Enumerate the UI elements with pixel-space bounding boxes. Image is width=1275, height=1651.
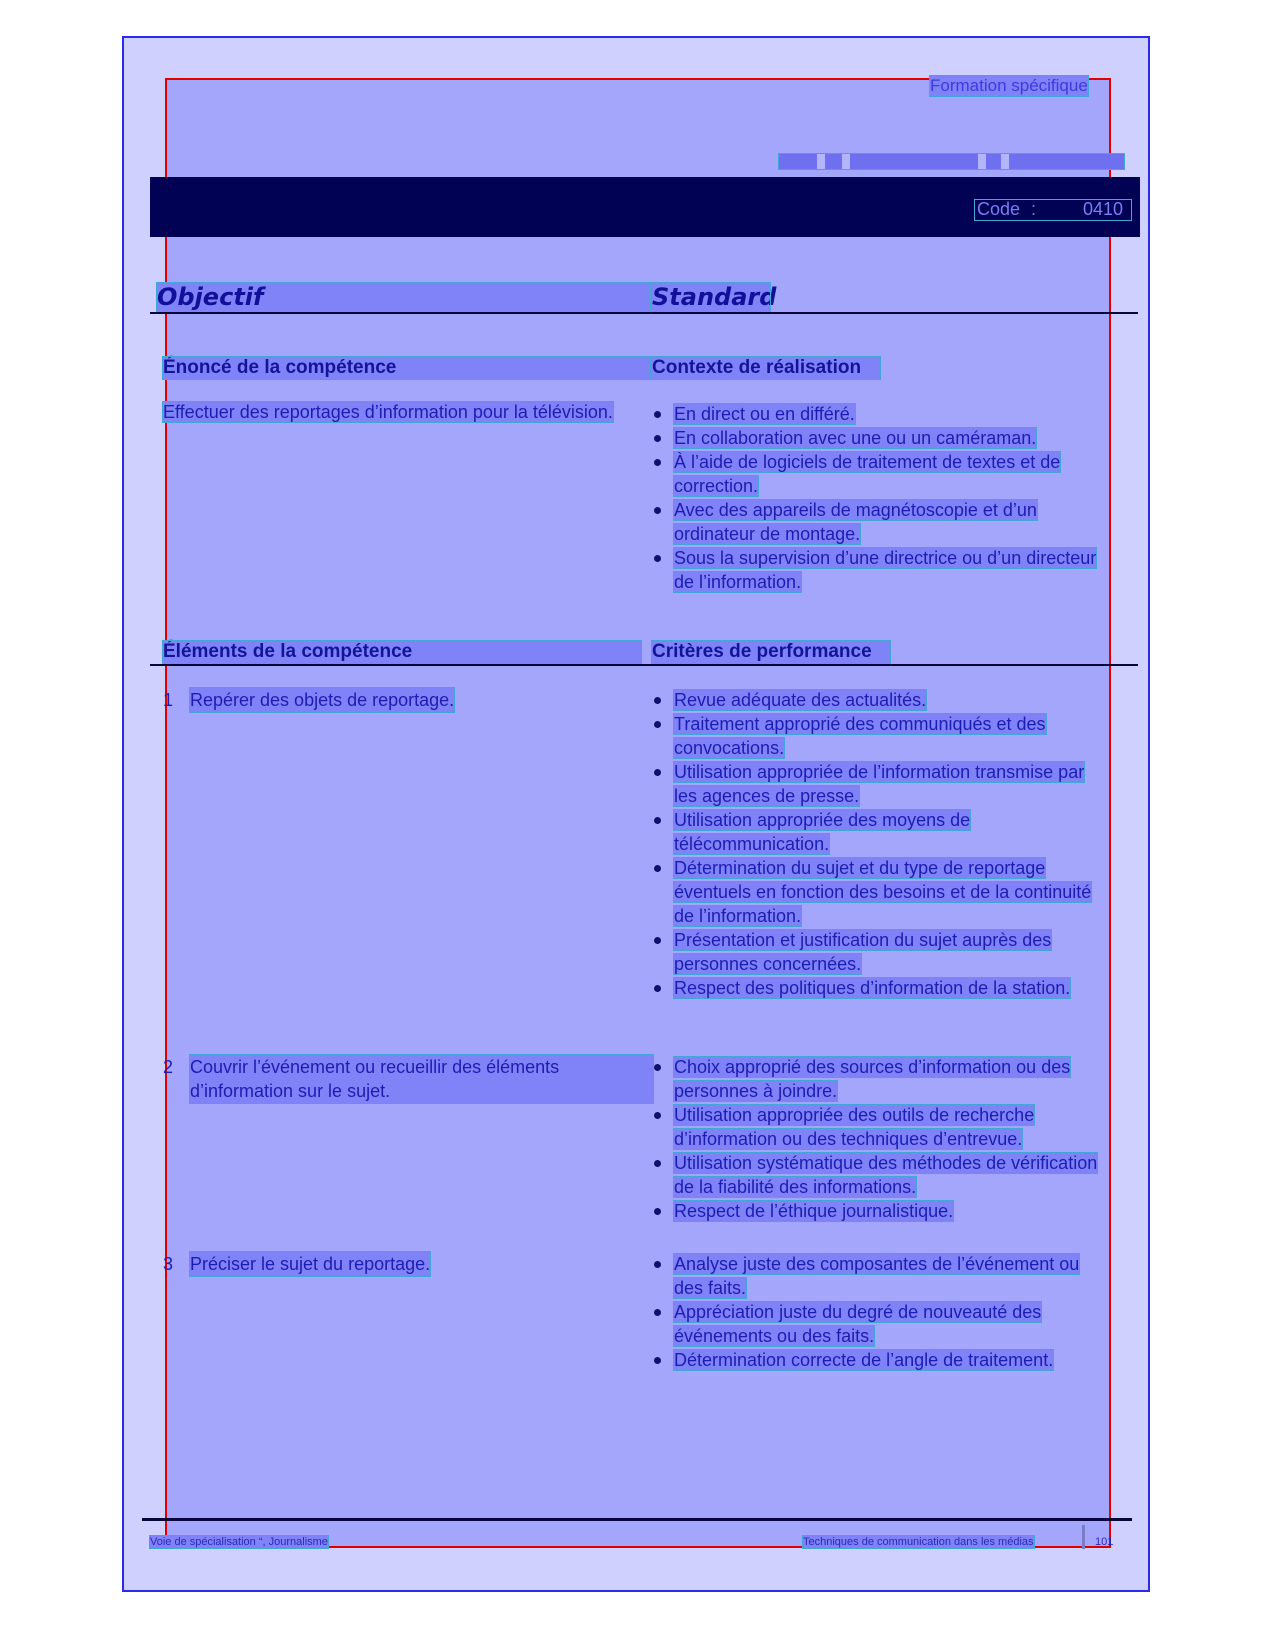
- critere-text: Choix approprié des sources d’information ou des personnes à joindre.: [674, 1057, 1071, 1101]
- critere-item: [652, 1055, 1112, 1103]
- critere-item: [652, 976, 1112, 1000]
- section-rule: [150, 312, 1138, 314]
- critere-text: Utilisation systématique des méthodes de vérification de la fiabilité des informations.: [674, 1153, 1098, 1197]
- critere-item: [652, 760, 1112, 808]
- enonce-text: [163, 400, 633, 424]
- enonce-text-content: Effectuer des reportages d’information pour la télévision.: [163, 402, 613, 422]
- critere-text: Revue adéquate des actualités.: [674, 690, 927, 710]
- element-3: [163, 1252, 653, 1276]
- criteres-list-1: [652, 688, 1112, 1000]
- critere-item: [652, 1252, 1112, 1300]
- element-1: [163, 688, 653, 712]
- contexte-label: Contexte de réalisation: [652, 357, 880, 379]
- critere-text: Traitement approprié des communiqués et des convocations.: [674, 714, 1046, 758]
- footer-rule: [142, 1518, 1132, 1521]
- contexte-item: [652, 498, 1112, 546]
- element-text: Couvrir l’événement ou recueillir des éléments d’information sur le sujet.: [190, 1055, 653, 1103]
- contexte-list: [652, 402, 1112, 594]
- critere-item: [652, 1199, 1112, 1223]
- footer-right: Techniques de communication dans les médias: [803, 1536, 1034, 1548]
- element-text: Préciser le sujet du reportage.: [190, 1254, 431, 1274]
- footer-separator: [1082, 1525, 1085, 1549]
- critere-text: Analyse juste des composantes de l’événement ou des faits.: [674, 1254, 1080, 1298]
- critere-text: Utilisation appropriée de l’information transmise par les agences de presse.: [674, 762, 1085, 806]
- criteres-label: Critères de performance: [652, 641, 890, 663]
- decoration-gap: [1001, 154, 1009, 169]
- critere-item: [652, 1103, 1112, 1151]
- critere-item: [652, 928, 1112, 976]
- code-separator: :: [1031, 199, 1037, 219]
- element-2: [163, 1055, 653, 1103]
- critere-item: [652, 1348, 1112, 1372]
- critere-item: [652, 712, 1112, 760]
- footer-left: Voie de spécialisation “, Journalisme: [150, 1536, 328, 1548]
- elements-rule: [150, 664, 1138, 666]
- critere-text: Utilisation appropriée des outils de recherche d’information ou des techniques d’entrevue.: [674, 1105, 1035, 1149]
- section-objectif: Objectif: [157, 283, 650, 311]
- contexte-item-text: En direct ou en différé.: [674, 404, 855, 424]
- header-decoration-bar: [779, 154, 1124, 169]
- critere-text: Utilisation appropriée des moyens de télécommunication.: [674, 810, 971, 854]
- critere-item: [652, 856, 1112, 928]
- element-number: 3: [163, 1254, 174, 1274]
- critere-item: [652, 1151, 1112, 1199]
- critere-item: [652, 688, 1112, 712]
- critere-text: Présentation et justification du sujet auprès des personnes concernées.: [674, 930, 1052, 974]
- section-standard: Standard: [652, 283, 777, 311]
- contexte-item-text: En collaboration avec une ou un caméraman.: [674, 428, 1037, 448]
- code-label: Code: [977, 199, 1021, 219]
- contexte-item: [652, 450, 1112, 498]
- page-number: 101: [1095, 1536, 1114, 1548]
- contexte-item: [652, 402, 1112, 426]
- critere-text: Détermination du sujet et du type de reportage éventuels en fonction des besoins et de la continuité de l’information.: [674, 858, 1092, 926]
- contexte-item-text: Sous la supervision d’une directrice ou d’un directeur de l’information.: [674, 548, 1097, 592]
- critere-text: Respect de l’éthique journalistique.: [674, 1201, 954, 1221]
- element-text: Repérer des objets de reportage.: [190, 690, 455, 710]
- header-title: Formation spécifique: [930, 76, 1088, 95]
- code-value: 0410: [1083, 199, 1124, 219]
- criteres-list-2: [652, 1055, 1112, 1223]
- contexte-item: [652, 546, 1112, 594]
- critere-text: Respect des politiques d’information de la station.: [674, 978, 1071, 998]
- decoration-gap: [842, 154, 850, 169]
- contexte-item: [652, 426, 1112, 450]
- element-number: 2: [163, 1057, 174, 1077]
- decoration-gap: [978, 154, 986, 169]
- contexte-item-text: Avec des appareils de magnétoscopie et d’un ordinateur de montage.: [674, 500, 1037, 544]
- criteres-list-3: [652, 1252, 1112, 1372]
- critere-item: [652, 808, 1112, 856]
- decoration-gap: [817, 154, 825, 169]
- critere-text: Appréciation juste du degré de nouveauté des événements ou des faits.: [674, 1302, 1042, 1346]
- elements-label: Éléments de la compétence: [163, 641, 641, 663]
- critere-item: [652, 1300, 1112, 1348]
- element-number: 1: [163, 690, 174, 710]
- critere-text: Détermination correcte de l’angle de traitement.: [674, 1350, 1054, 1370]
- enonce-label: Énoncé de la compétence: [163, 357, 650, 379]
- contexte-item-text: À l’aide de logiciels de traitement de textes et de correction.: [674, 452, 1061, 496]
